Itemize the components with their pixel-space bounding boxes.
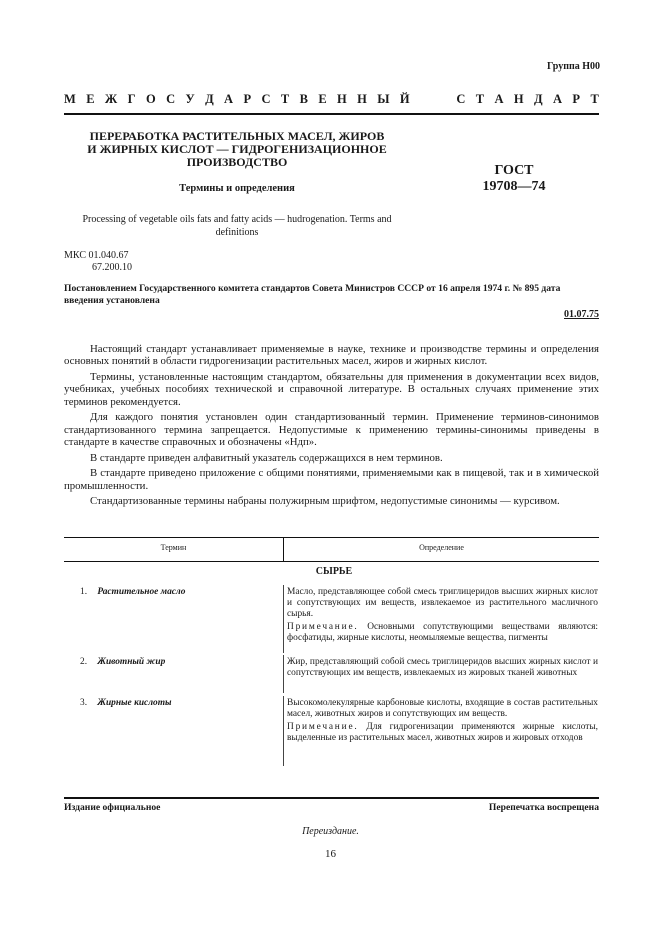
- banner-letter: Г: [127, 92, 136, 106]
- column-header-definition: Определение: [419, 543, 464, 552]
- banner-letter: Ж: [104, 92, 118, 106]
- banner-letter: Н: [357, 92, 367, 106]
- standard-banner: [64, 92, 599, 107]
- banner-letter: Е: [86, 92, 95, 106]
- banner-letter: Р: [572, 92, 581, 106]
- reissue-note: Переиздание.: [302, 826, 359, 837]
- term-number: 1.: [80, 587, 88, 597]
- title-line: ПЕРЕРАБОТКА РАСТИТЕЛЬНЫХ МАСЕЛ, ЖИРОВ: [89, 129, 385, 143]
- gost-label: ГОСТ: [494, 163, 534, 178]
- row-divider: [283, 696, 284, 766]
- document-title: [70, 130, 404, 169]
- banner-letter: О: [145, 92, 156, 106]
- banner-letter: Й: [399, 92, 410, 106]
- reprint-prohibited: Перепечатка воспрещена: [488, 802, 599, 813]
- banner-letter: Т: [280, 92, 290, 106]
- column-header-term: Термин: [160, 543, 187, 552]
- bottom-rule: [64, 797, 599, 799]
- term-number: 2.: [80, 657, 88, 667]
- banner-letter: Н: [337, 92, 347, 106]
- title-line: И ЖИРНЫХ КИСЛОТ — ГИДРОГЕНИЗАЦИОННОЕ: [87, 142, 387, 156]
- paragraph: Термины, установленные настоящим стандартом, обязательны для применения в документации всех видов, учебниках, учебных пособиях технической и справочной литературе. В остальных случаях применение этих терминов рекомендуется.: [64, 371, 599, 408]
- definition-note: [287, 722, 598, 744]
- effective-date: 01.07.75: [564, 309, 599, 320]
- banner-letter: С: [456, 92, 466, 106]
- table-row-term: [80, 587, 280, 597]
- title-line: ПРОИЗВОДСТВО: [186, 155, 288, 169]
- table-header-rule: [64, 561, 599, 562]
- banner-letter: Д: [534, 92, 543, 106]
- definition-text: Высокомолекулярные карбоновые кислоты, входящие в состав растительных масел, животных жиров и сопутствующих им веществ.: [287, 698, 598, 719]
- official-edition: Издание официальное: [64, 802, 161, 813]
- definition-note: [287, 622, 598, 644]
- paragraph: Для каждого понятия установлен один стандартизованный термин. Применение терминов-синонимов стандартизованного термина запрещается. Недопустимые к применению термины-синонимы приведены в стандарте в качестве справочных и обозначены «Ндп».: [64, 411, 599, 449]
- gost-designation: [474, 163, 554, 195]
- table-row-definition: [287, 698, 598, 744]
- note-label: Примечание.: [287, 721, 359, 732]
- paragraph: Настоящий стандарт устанавливает применяемые в науке, технике и производстве термины и определения основных понятий в области гидрогенизации растительных масел, жиров и жирных кислот.: [64, 343, 599, 368]
- term-number: 3.: [80, 698, 88, 708]
- paragraph: Стандартизованные термины набраны полужирным шрифтом, недопустимые синонимы — курсивом.: [90, 495, 560, 508]
- table-row-term: [80, 698, 280, 708]
- banner-letter: Р: [243, 92, 252, 106]
- banner-letter: М: [64, 92, 76, 106]
- banner-letter: Т: [590, 92, 599, 106]
- banner-letter: Ы: [377, 92, 390, 106]
- banner-letter: С: [261, 92, 271, 106]
- banner-gap: [420, 92, 446, 107]
- note-text: Основными сопутствующими веществами являются: фосфатиды, жирные кислоты, неомыляемые вещества, пигменты: [287, 621, 598, 643]
- table-row-definition: [287, 587, 598, 644]
- paragraph: В стандарте приведен алфавитный указатель содержащихся в нем терминов.: [90, 451, 443, 464]
- banner-letter: Т: [475, 92, 485, 106]
- banner-letter: У: [185, 92, 195, 106]
- table-row-term: [80, 657, 280, 667]
- section-heading: СЫРЬЕ: [315, 566, 353, 577]
- page-number: 16: [325, 848, 336, 860]
- mks-code: МКС 01.040.67: [64, 250, 129, 261]
- decree-text: Постановлением Государственного комитета стандартов Совета Министров СССР от 16 апреля 1974 г. № 895 дата введения установлена: [64, 283, 561, 306]
- row-divider: [283, 585, 284, 653]
- definition-text: Масло, представляющее собой смесь триглицеридов высших жирных кислот и сопутствующих им веществ, извлекаемое из растительного масличного сырья.: [287, 587, 598, 619]
- banner-letter: А: [553, 92, 563, 106]
- banner-letter: А: [494, 92, 504, 106]
- intro-text: [64, 343, 599, 511]
- banner-letter: Д: [205, 92, 214, 106]
- banner-letter: Н: [513, 92, 524, 106]
- term-name: Жирные кислоты: [97, 698, 172, 708]
- gost-number: 19708—74: [482, 179, 546, 194]
- definition-text: Жир, представляющий собой смесь триглицеридов высших жирных кислот и сопутствующих им веществ, извлекаемых из жировых тканей животных: [287, 657, 598, 678]
- term-name: Растительное масло: [97, 587, 186, 597]
- group-code: Группа Н00: [547, 61, 600, 72]
- banner-letter: В: [299, 92, 308, 106]
- mks-code: 67.200.10: [92, 262, 132, 273]
- top-rule: [64, 113, 599, 115]
- term-name: Животный жир: [97, 657, 166, 667]
- banner-letter: С: [166, 92, 176, 106]
- row-divider: [283, 655, 284, 693]
- document-subtitle: Термины и определения: [179, 183, 295, 194]
- note-text: Для гидрогенизации применяются жирные кислоты, выделенные из растительных масел, животных жиров и жировых отходов: [287, 721, 598, 743]
- note-label: Примечание.: [287, 621, 359, 632]
- table-top-rule: [64, 537, 599, 538]
- banner-letter: Е: [318, 92, 327, 106]
- banner-letter: А: [224, 92, 234, 106]
- mks-codes: [64, 250, 132, 274]
- table-row-definition: [287, 657, 598, 679]
- paragraph: В стандарте приведено приложение с общими понятиями, применяемыми как в пищевой, так и в химической промышленности.: [64, 467, 599, 492]
- english-title: Processing of vegetable oils fats and fatty acids — hudrogenation. Terms and definitions: [82, 214, 392, 238]
